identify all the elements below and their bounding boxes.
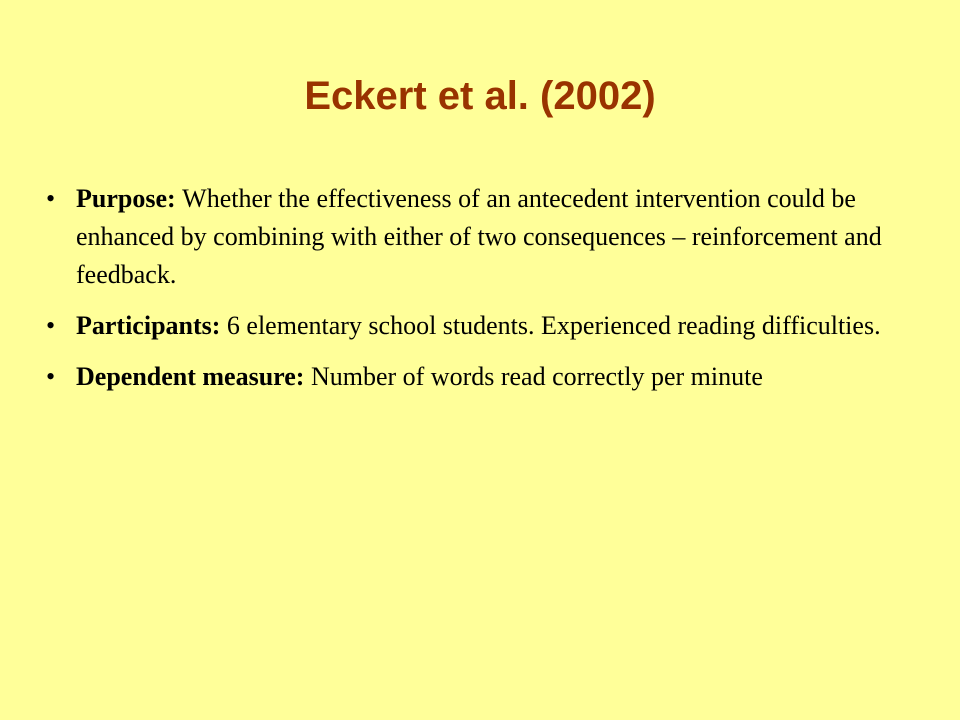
bullet-dot-icon: • [46, 184, 56, 213]
bullet-term: Purpose: [76, 184, 183, 213]
bullet-text: Whether the effectiveness of an antecedent intervention could be enhanced by combining with either of two consequences – reinforcement and feedback. [76, 184, 882, 289]
bullet-text: Number of words read correctly per minute [310, 362, 763, 391]
bullet-list [46, 180, 906, 409]
bullet-dependent-measure [46, 358, 906, 396]
bullet-purpose [46, 180, 906, 294]
bullet-dot-icon: • [46, 311, 56, 340]
bullet-dot-icon: • [46, 362, 56, 391]
bullet-text: 6 elementary school students. Experienced reading difficulties. [226, 311, 881, 340]
slide-title: Eckert et al. (2002) [304, 74, 656, 118]
bullet-term: Dependent measure: [76, 362, 311, 391]
bullet-participants [46, 307, 906, 345]
bullet-term: Participants: [76, 311, 227, 340]
